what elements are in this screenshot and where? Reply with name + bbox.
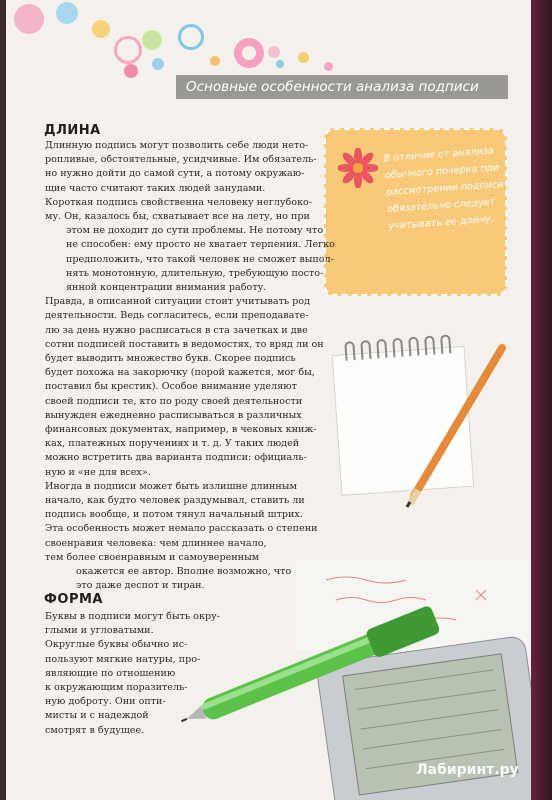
text-line: Короткая подпись свойственна человеку неглубоко- (45, 196, 313, 208)
text-line: это даже деспот и тиран. (76, 580, 205, 592)
text-line: Округлые буквы обычно ис- (45, 639, 188, 651)
section-heading-shape: ФОРМА (44, 592, 103, 607)
text-line: нять монотонную, длительную, требующую посто- (66, 267, 324, 279)
text-line: окажется ее автор. Вполне возможно, что (76, 566, 292, 577)
section-heading-length: ДЛИНА (44, 123, 101, 138)
text-line: вынужден ежедневно расписываться в различных (45, 409, 302, 421)
text-line: му. Он, казалось бы, схватывает все на лету, но при (45, 211, 310, 222)
text-line: мисты и с надеждой (45, 710, 149, 722)
text-line: будет похожа на закорючку (порой кажется, мог бы, (45, 367, 315, 379)
text-line: к окружающим поразитель- (45, 682, 188, 693)
text-line: ную доброту. Они опти- (45, 696, 166, 708)
text-line: сотни подписей поставить в ведомостях, то вряд ли он (45, 338, 324, 350)
text-line: Эта особенность может немало рассказать о степени (45, 523, 318, 535)
text-line: поставил бы крестик). Особое внимание уделяют (45, 381, 297, 393)
text-line: деятельности. Ведь согласитесь, если преподавате- (45, 310, 309, 322)
text-line: щие часто считают таких людей занудами. (45, 182, 266, 194)
text-line: Иногда в подписи может быть излишне длинным (45, 480, 297, 492)
text-line: пользуют мягкие натуры, про- (45, 653, 201, 665)
text-line: тем более своенравным и самоуверенным (45, 551, 260, 563)
flower-icon (338, 148, 378, 188)
book-page (6, 0, 531, 800)
text-line: подпись вообще, и потом тянул начальный штрих. (45, 509, 303, 521)
text-line: не способен: ему просто не хватает терпения. Легко (66, 239, 335, 251)
text-line: своенравия человека: чем длиннее начало, (45, 537, 267, 549)
note-text: В отличие от анализа обычного почерка при рассмотрении подписи обязательно следует учитывать ее длину. (383, 145, 505, 233)
text-line: этом не доходит до сути проблемы. Не потому что (66, 225, 324, 237)
text-line: будет выводить множество букв. Скорее подпись (45, 353, 296, 364)
text-line: лю за день нужно расписаться в ста зачетках и две (45, 324, 308, 336)
text-line: Буквы в подписи могут быть окру- (45, 611, 220, 622)
section-banner: Основные особенности анализа подписи (176, 75, 508, 99)
book-spine-edge (531, 0, 552, 800)
text-line: начало, как будто человек раздумывал, ставить ли (45, 495, 305, 506)
site-watermark: Лабиринт.ру (416, 762, 519, 778)
sticky-note (324, 128, 507, 296)
text-line: Длинную подпись могут позволить себе люди нето- (45, 140, 309, 151)
text-line: но нужно дойти до самой сути, а потому окружаю- (45, 168, 305, 180)
text-line: финансовых документах, например, в чековых книж- (45, 424, 317, 435)
text-line: ках, платежных поручениях и т. д. У таких людей (45, 438, 300, 450)
text-line: своей подписи те, кто по роду своей деятельности (45, 395, 303, 407)
text-line: являющие по отношению (45, 667, 176, 679)
notepad-illustration (306, 318, 531, 508)
text-line: янной концентрации внимания работу. (66, 282, 267, 293)
text-line: глыми и угловатыми. (45, 625, 154, 637)
text-line: ную и «не для всех». (45, 466, 151, 478)
text-line: можно встретить два варианта подписи: официаль- (45, 452, 307, 464)
text-line: Правда, в описанной ситуации стоит учитывать род (45, 296, 310, 308)
text-line: предположить, что такой человек не сможет выпол- (66, 253, 334, 265)
text-line: ропливые, обстоятельные, усидчивые. Им обязатель- (45, 154, 317, 166)
text-line: смотрят в будущее. (45, 724, 145, 736)
